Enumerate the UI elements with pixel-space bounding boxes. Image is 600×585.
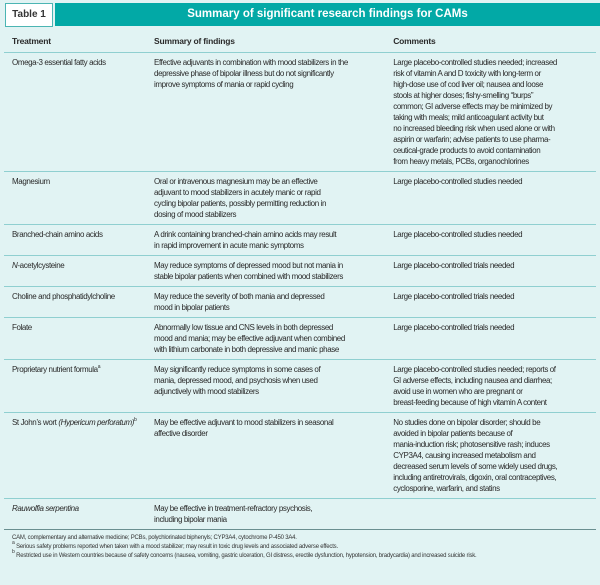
table-row bbox=[4, 318, 596, 360]
treatment-cell bbox=[4, 499, 154, 530]
comments-cell: No studies done on bipolar disorder; should be avoided in bipolar patients because of mania-induction risk; photosensitive rash; induces CYP3A4, causing increased metabolism and decreased serum levels of some widely used drugs, including antiretrovirals, digoxin, oral contraceptives, cyclosporine, warfarin, and statins bbox=[393, 413, 596, 499]
footnote-abbreviations: CAM, complementary and alternative medicine; PCBs, polychlorinated biphenyls; CYP3A4, cytochrome P-450 3A4. bbox=[12, 535, 297, 541]
summary-cell: May reduce the severity of both mania and depressed mood in bipolar patients bbox=[154, 287, 393, 318]
treatment-italic: N bbox=[12, 261, 18, 270]
footnote-mark: a bbox=[12, 540, 15, 546]
summary-cell: Oral or intravenous magnesium may be an effective adjuvant to mood stabilizers in acutely manic or rapid cycling bipolar patients, possibly permitting reduction in dosing of mood stabilizers bbox=[154, 172, 393, 225]
table-row bbox=[4, 499, 596, 530]
table-row bbox=[4, 172, 596, 225]
header-summary: Summary of findings bbox=[154, 36, 393, 53]
footnotes bbox=[4, 530, 596, 561]
table-row bbox=[4, 360, 596, 413]
summary-cell: May reduce symptoms of depressed mood but not mania in stable bipolar patients when combined with mood stabilizers bbox=[154, 256, 393, 287]
treatment-cell bbox=[4, 360, 154, 413]
comments-cell: Large placebo-controlled trials needed bbox=[393, 256, 596, 287]
treatment-cell: Folate bbox=[4, 318, 154, 360]
footnote-text: Serious safety problems reported when taken with a mood stabilizer; may result in toxic drug levels and associated adverse effects. bbox=[16, 544, 338, 550]
comments-cell: Large placebo-controlled studies needed; increased risk of vitamin A and D toxicity with long-term or high-dose use of cod liver oil; nausea and loose stools at higher doses; fishy-smelling “burps” common; GI adverse effects may be minimized by taking with meals; mild anticoagulant activity but no increased bleeding risk when used alone or with aspirin or warfarin; advise patients to use pharma- ceutical-grade products to avoid contamination from heavy metals, PCBs, organochlorines bbox=[393, 53, 596, 172]
treatment-cell bbox=[4, 413, 154, 499]
comments-cell: Large placebo-controlled studies needed bbox=[393, 225, 596, 256]
table-row bbox=[4, 225, 596, 256]
treatment-text: St John’s wort bbox=[12, 418, 59, 427]
footnote-a bbox=[12, 540, 590, 552]
treatment-cell: Magnesium bbox=[4, 172, 154, 225]
table-row bbox=[4, 413, 596, 499]
treatment-italic: Rauwolfia serpentina bbox=[12, 504, 79, 513]
cam-findings-table bbox=[4, 36, 596, 530]
treatment-text: -acetylcysteine bbox=[17, 261, 65, 270]
table-row bbox=[4, 53, 596, 172]
comments-cell: Large placebo-controlled trials needed bbox=[393, 287, 596, 318]
table-title: Summary of significant research findings for CAMs bbox=[55, 3, 600, 26]
summary-cell: May be effective adjuvant to mood stabilizers in seasonal affective disorder bbox=[154, 413, 393, 499]
comments-cell bbox=[393, 499, 596, 530]
table-row bbox=[4, 287, 596, 318]
comments-cell: Large placebo-controlled studies needed bbox=[393, 172, 596, 225]
footnote-mark: a bbox=[97, 364, 101, 370]
summary-cell: Abnormally low tissue and CNS levels in both depressed mood and mania; may be effective adjuvant when combined with lithium carbonate in both depressive and manic phase bbox=[154, 318, 393, 360]
footnote-mark: b bbox=[12, 549, 15, 555]
header-row bbox=[4, 36, 596, 53]
treatment-cell bbox=[4, 256, 154, 287]
treatment-italic: (Hypericum perforatum) bbox=[58, 418, 134, 427]
summary-cell: Effective adjuvants in combination with mood stabilizers in the depressive phase of bipolar illness but do not significantly improve symptoms of mania or rapid cycling bbox=[154, 53, 393, 172]
footnote-mark: b bbox=[134, 417, 137, 423]
summary-cell: May significantly reduce symptoms in some cases of mania, depressed mood, and psychosis when used adjunctively with mood stabilizers bbox=[154, 360, 393, 413]
table-label: Table 1 bbox=[5, 3, 53, 27]
comments-cell: Large placebo-controlled studies needed; reports of GI adverse effects, including nausea and diarrhea; avoid use in women who are pregnant or breast-feeding because of high vitamin A content bbox=[393, 360, 596, 413]
treatment-cell: Choline and phosphatidylcholine bbox=[4, 287, 154, 318]
table-row bbox=[4, 256, 596, 287]
treatment-text: Proprietary nutrient formula bbox=[12, 365, 98, 374]
treatment-cell: Omega-3 essential fatty acids bbox=[4, 53, 154, 172]
header-comments: Comments bbox=[393, 36, 596, 53]
header-treatment: Treatment bbox=[4, 36, 154, 53]
summary-cell: A drink containing branched-chain amino acids may result in rapid improvement in acute manic symptoms bbox=[154, 225, 393, 256]
footnote-text: Restricted use in Western countries because of safety concerns (nausea, vomiting, gastric ulceration, GI distress, erectile dysfunction, hypotension, bradycardia) and increased suicide risk. bbox=[16, 553, 477, 559]
treatment-cell: Branched-chain amino acids bbox=[4, 225, 154, 256]
comments-cell: Large placebo-controlled trials needed bbox=[393, 318, 596, 360]
summary-cell: May be effective in treatment-refractory psychosis, including bipolar mania bbox=[154, 499, 393, 530]
footnote-b bbox=[12, 549, 590, 561]
